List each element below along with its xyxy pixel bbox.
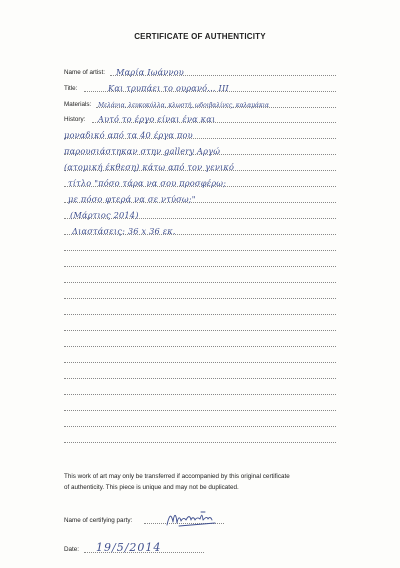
blank-row xyxy=(64,367,336,380)
title-label: Title: xyxy=(64,85,78,92)
history-text-8: Διαστάσεις: 36 x 36 εκ. xyxy=(72,226,176,236)
blank-line xyxy=(64,442,336,443)
history-text-3: παρουσιάστηκαν στην gallery Αργώ xyxy=(64,146,221,156)
blank-row xyxy=(64,399,336,412)
notice-line-2: of authenticity. This piece is unique and may not be duplicated. xyxy=(64,484,239,491)
blank-row xyxy=(64,255,336,268)
history-text-7: (Μάρτιος 2014) xyxy=(70,210,139,220)
history-row xyxy=(64,159,336,172)
blank-line xyxy=(64,298,336,299)
transfer-notice xyxy=(64,471,364,493)
blank-line xyxy=(64,378,336,379)
certifying-party-label: Name of certifying party: xyxy=(64,517,133,524)
blank-row xyxy=(64,287,336,300)
history-row xyxy=(64,127,336,140)
artist-label: Name of artist: xyxy=(64,69,105,76)
blank-line xyxy=(64,426,336,427)
date-value: 19/5/2014 xyxy=(96,541,162,554)
blank-line xyxy=(64,330,336,331)
history-text-5: τίτλο "πόσο τάρα να σου προσφέρω; xyxy=(68,178,227,188)
blank-line xyxy=(64,394,336,395)
history-text-4: (ατομική έκθεση) κάτω από τον γενικό xyxy=(64,162,235,172)
history-label: History: xyxy=(64,116,86,123)
title-value: Και τρυπάει το ουρανό... III xyxy=(108,83,229,93)
blank-line xyxy=(64,314,336,315)
history-text-1: Αυτό το έργο είναι ένα και xyxy=(98,114,216,124)
blank-row xyxy=(64,303,336,316)
blank-row xyxy=(64,383,336,396)
blank-line xyxy=(64,282,336,283)
date-label: Date: xyxy=(64,546,80,553)
history-text-2: μοναδικό από τα 40 έργα που xyxy=(64,130,193,140)
history-row xyxy=(64,175,336,188)
date-row xyxy=(64,541,204,554)
blank-line xyxy=(64,346,336,347)
history-row xyxy=(64,111,336,124)
notice-line-1: This work of art may only be transferred if accompanied by this original certificate xyxy=(64,473,290,480)
history-text-6: με πόσο φτερά να σε ντύσω;" xyxy=(68,194,196,204)
history-row xyxy=(64,207,336,220)
artist-value: Μαρία Ιωάννου xyxy=(116,67,184,77)
handwritten-signature xyxy=(165,508,223,528)
materials-value: Μελάνια, λευκοκόλλα, κλωστή, ωδοιβαλίνες, καλαμάκια xyxy=(98,102,269,109)
blank-row xyxy=(64,239,336,252)
materials-row xyxy=(64,96,336,109)
blank-row xyxy=(64,335,336,348)
title-row xyxy=(64,80,336,93)
artist-row xyxy=(64,64,336,77)
blank-line xyxy=(64,266,336,267)
blank-line xyxy=(64,410,336,411)
history-row xyxy=(64,223,336,236)
blank-line xyxy=(64,250,336,251)
certificate-title: CERTIFICATE OF AUTHENTICITY xyxy=(134,32,266,41)
blank-row xyxy=(64,431,336,444)
blank-line xyxy=(64,362,336,363)
history-row xyxy=(64,191,336,204)
blank-row xyxy=(64,415,336,428)
history-row xyxy=(64,143,336,156)
blank-row xyxy=(64,271,336,284)
blank-row xyxy=(64,351,336,364)
blank-row xyxy=(64,319,336,332)
materials-label: Materials: xyxy=(64,101,92,108)
